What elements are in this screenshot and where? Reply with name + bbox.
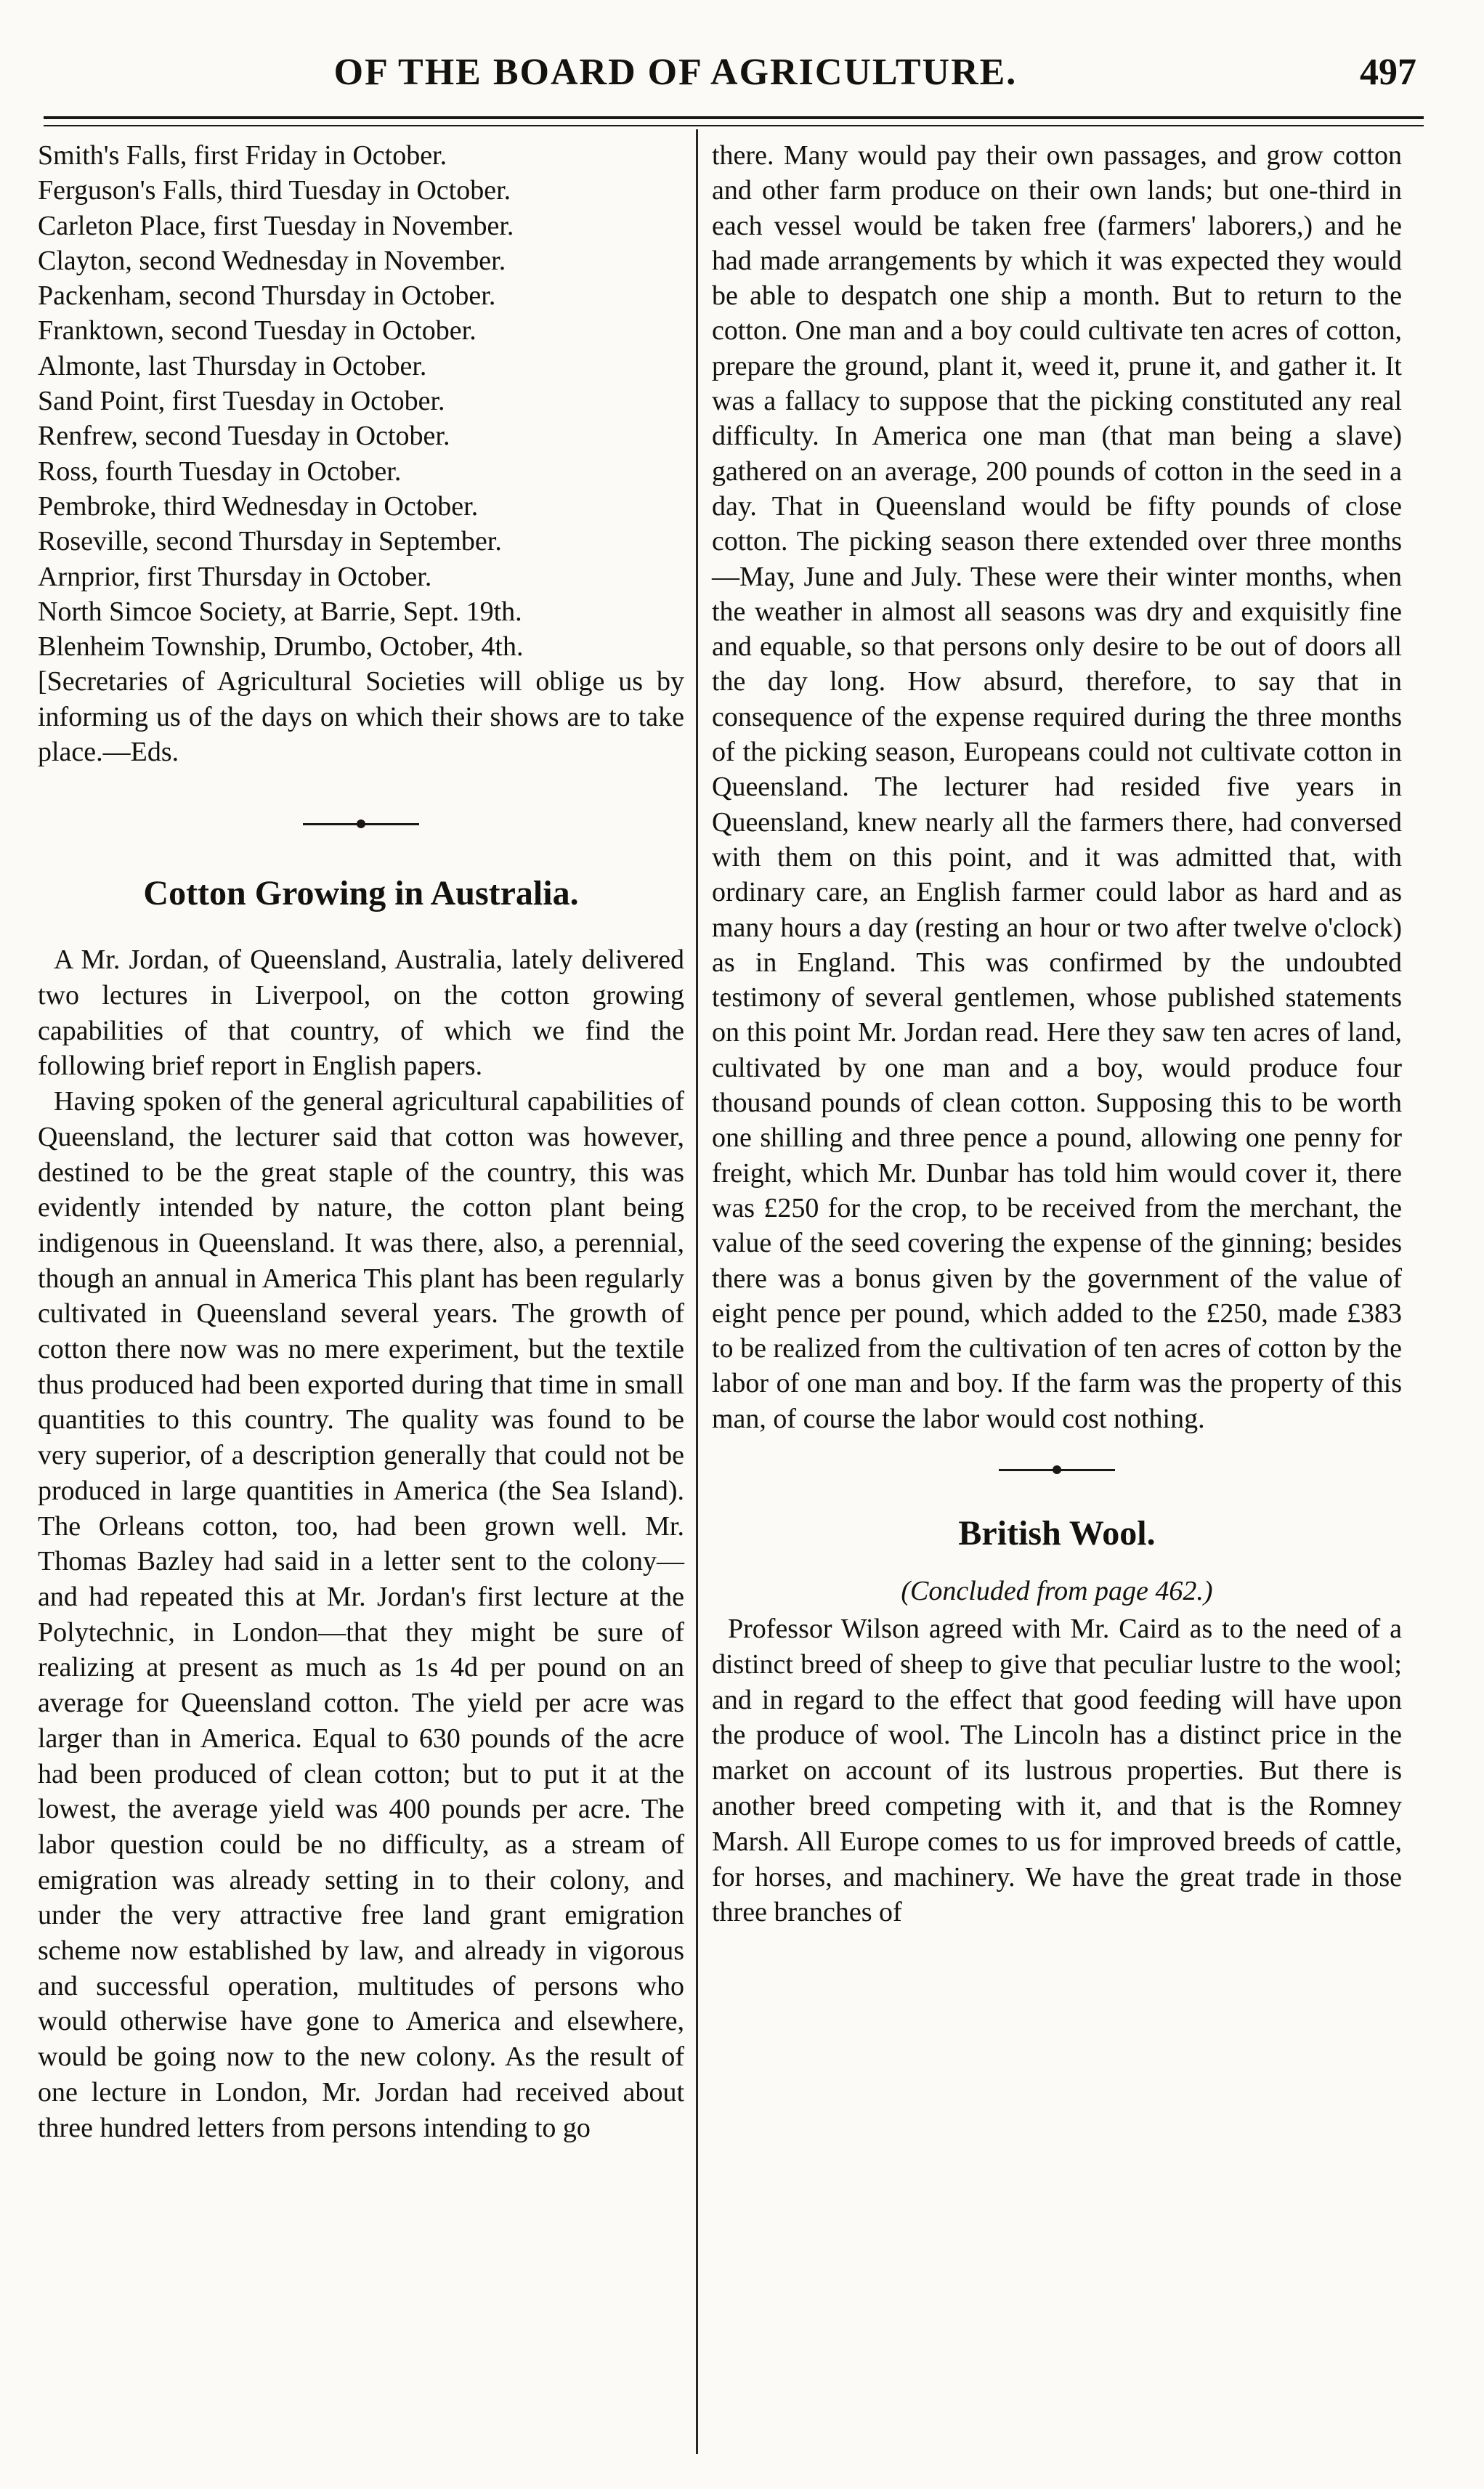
list-item: Sand Point, first Tuesday in October. [38,386,445,417]
list-item: Pembroke, third Wednesday in October. [38,490,479,522]
article-subtitle: (Concluded from page 462.) [901,1575,1213,1606]
header-rule-thin [44,125,1424,126]
column-divider [696,129,698,2454]
list-item: Arnprior, first Thursday in October. [38,561,432,592]
list-item: Clayton, second Wednesday in November. [38,245,506,276]
list-item: Smith's Falls, first Friday in October. [38,140,447,171]
list-item: Packenham, second Thursday in October. [38,280,496,312]
section-separator [38,798,684,849]
list-item: Renfrew, second Tuesday in October. [38,421,450,452]
list-item: North Simcoe Society, at Barrie, Sept. 19th. [38,596,522,627]
article-heading: Cotton Growing in Australia. [143,873,579,912]
header-rule [44,116,1424,119]
separator-dot [357,819,365,828]
page-number: 497 [1360,52,1416,93]
article-heading: British Wool. [958,1513,1156,1553]
section-separator [712,1436,1402,1502]
article-body: Professor Wilson agreed with Mr. Caird as to the need of a distinct breed of sheep to give that peculiar lustre to the wool; and in regard to the effect that good feeding will have upon the produce of wool. The Lincoln has a distinct price in the market on account of its lustrous properties. But there is another breed competing with it, and that is the Romney Marsh. All Europe comes to us for improved breeds of cattle, for horses, and machinery. We have the great trade in those three branches of [712,1613,1402,1928]
list-item: Roseville, second Thursday in September. [38,526,502,557]
right-column [712,138,1402,1930]
separator-dot [1053,1465,1061,1474]
list-item: Franktown, second Tuesday in October. [38,315,477,347]
article-body: Having spoken of the general agricultural capabilities of Queensland, the lecturer said that cotton was however, destined to be the great staple of the country, this was evidently intended by nature, the cotton plant being indigenous in Queensland. It was there, also, a perennial, though an annual in America This plant has been regularly cultivated in Queensland several years. The growth of cotton there now was no mere experiment, but the textile thus produced had been exported during that time in small quantities to this country. The quality was found to be very superior, of a description generally that could not be produced in large quantities in America (the Sea Island). The Orleans cotton, too, had been grown well. Mr. Thomas Bazley had said in a letter sent to the colony—and had repeated this at Mr. Jordan's first lecture at the Polytechnic, in London—that they might be sure of realizing at present as much as 1s 4d per pound on an average for Queensland cotton. The yield per acre was larger than in America. Equal to 630 pounds of the acre had been produced of clean cotton; but to put it at the lowest, the average yield was 400 pounds per acre. The labor question could be no difficulty, as a stream of emigration was already setting in to their colony, and under the very attractive free land grant emigration scheme now established by law, and already in vigorous and successful operation, multitudes of persons who would otherwise have gone to America and elsewhere, would be going now to the new colony. As the result of one lecture in London, Mr. Jordan had received about three hundred letters from persons intending to go [38,1086,684,2143]
list-item: Blenheim Township, Drumbo, October, 4th. [38,631,524,663]
left-column [38,138,684,2145]
list-item: Almonte, last Thursday in October. [38,350,427,381]
article-intro: A Mr. Jordan, of Queensland, Australia, lately delivered two lectures in Liverpool, on the cotton growing capabilities of that country, of which we find the following brief report in English papers. [38,944,684,1082]
article-continuation: there. Many would pay their own passages, and grow cotton and other farm produce on their own lands; but one-third in each vessel would be taken free (farmers' laborers,) and he had made arrangements by which it was expected they would be able to despatch one ship a month. But to return to the cotton. One man and a boy could cultivate ten acres of cotton, prepare the ground, plant it, weed it, prune it, and gather it. It was a fallacy to suppose that the picking constituted any real difficulty. In America one man (that man being a slave) gathered on an average, 200 pounds of cotton in the seed in a day. That in Queensland would be fifty pounds of close cotton. The picking season there extended over three months—May, June and July. These were their winter months, when the weather in almost all seasons was dry and exquisitly fine and equable, so that persons only desire to be out of doors all the day long. How absurd, therefore, to say that in consequence of the expense required during the three months of the picking season, Europeans could not cultivate cotton in Queensland. The lecturer had resided five years in Queensland, knew nearly all the farmers there, had conversed with them on this point, and it was admitted that, with ordinary care, an English farmer could labor as hard and as many hours a day (resting an hour or two after twelve o'clock) as in England. This was confirmed by the undoubted testimony of several gentlemen, whose published statements on this point Mr. Jordan read. Here they saw ten acres of land, cultivated by one man and a boy, would produce four thousand pounds of clean cotton. Supposing this to be worth one shilling and three pence a pound, allowing one penny for freight, which Mr. Dunbar has told him would cover it, there was £250 for the crop, to be received from the merchant, the value of the seed covering the expense of the ginning; besides there was a bonus given by the government of the value of eight pence per pound, which added to the £250, made £383 to be realized from the cultivation of ten acres of cotton by the labor of one man and boy. If the farm was the property of this man, of course the labor would cost nothing. [712,140,1402,1434]
list-item: Carleton Place, first Tuesday in November. [38,210,514,241]
running-title: OF THE BOARD OF AGRICULTURE. [333,52,1018,93]
fair-schedule-list [38,138,684,664]
editor-note: [Secretaries of Agricultural Societies will oblige us by informing us of the days on which their shows are to take place.—Eds. [38,666,684,768]
running-header [131,51,1424,116]
list-item: Ross, fourth Tuesday in October. [38,456,402,487]
list-item: Ferguson's Falls, third Tuesday in October. [38,175,511,206]
